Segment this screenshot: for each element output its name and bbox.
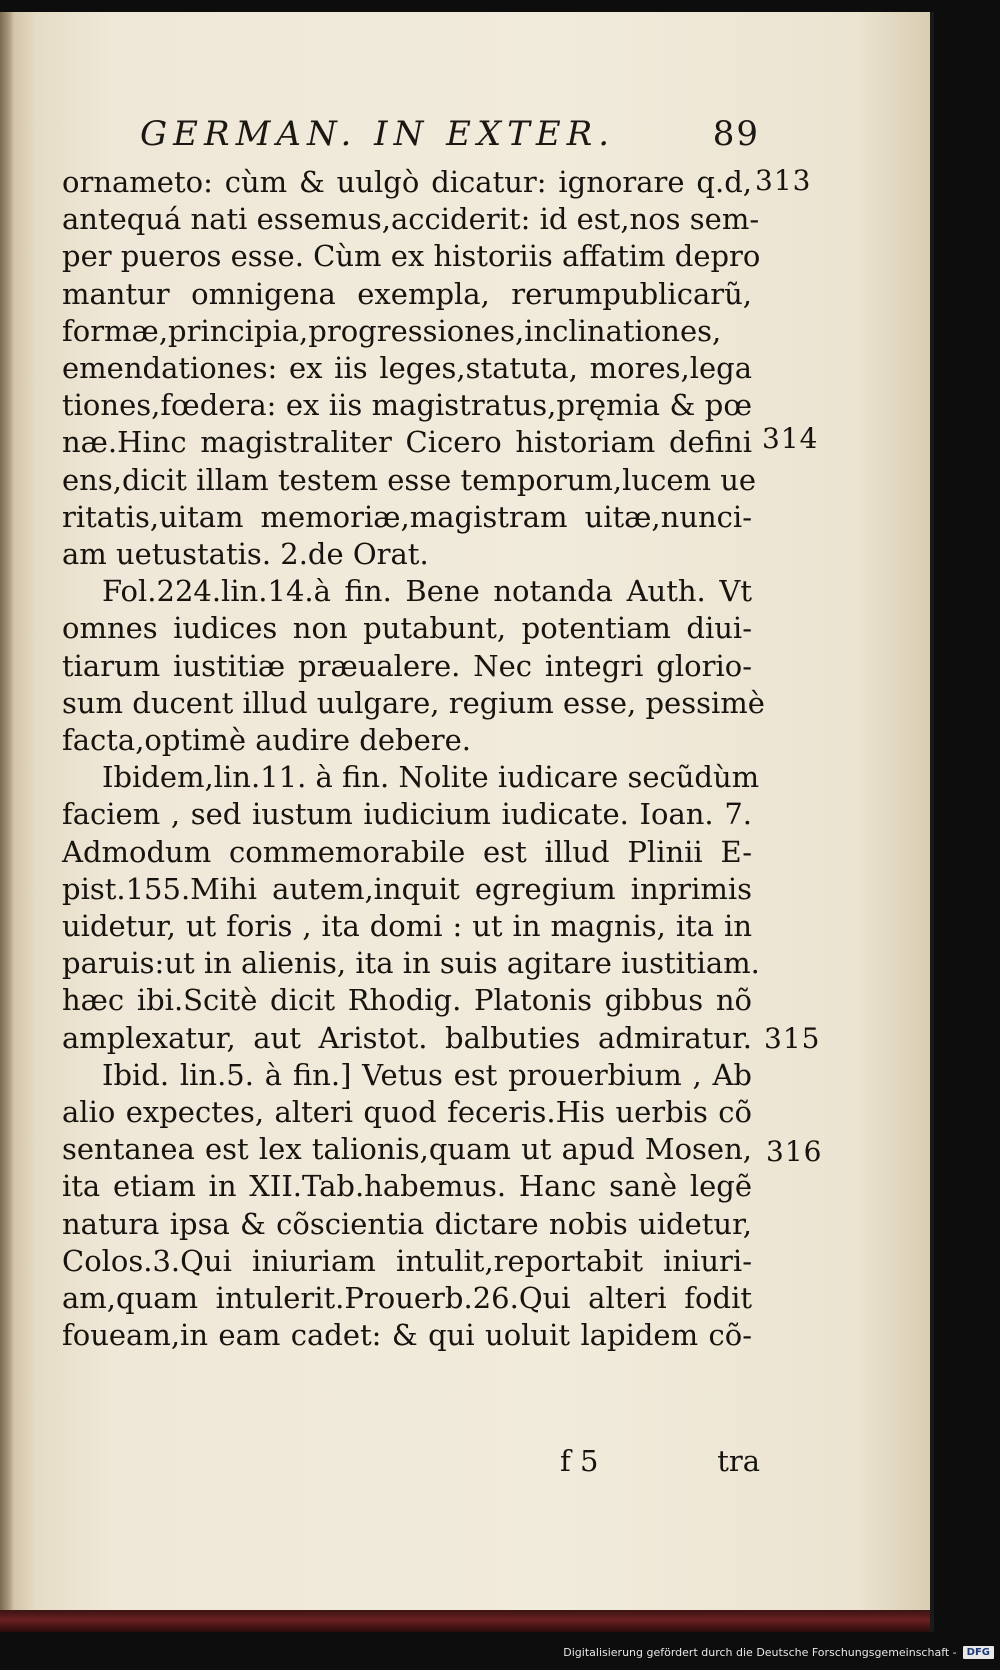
digitization-credit [563, 1642, 994, 1662]
margin-line-number: 314 [762, 422, 819, 455]
page-number: 89 [712, 114, 760, 154]
text-line: sum ducent illud uulgare, regium esse, pessimè [62, 685, 765, 720]
credit-text: Digitalisierung gefördert durch die Deutsche Forschungsgemeinschaft - [563, 1645, 957, 1659]
text-line: mantur omnigena exempla, rerumpublicarũ, [62, 276, 752, 311]
text-line: sentanea est lex talionis,quam ut apud Mosen, [62, 1132, 752, 1167]
text-line: paruis:ut in alienis, ita in suis agitare iustitiam. [62, 946, 760, 981]
text-line: natura ipsa & cõscientia dictare nobis uidetur, [62, 1206, 752, 1241]
margin-line-number: 316 [766, 1135, 823, 1168]
text-line: ritatis,uitam memoriæ,magistram uitæ,nunci- [62, 499, 752, 534]
text-line: tiarum iustitiæ præualere. Nec integri glorio- [62, 648, 752, 683]
signature-mark: f 5 [560, 1444, 599, 1478]
text-line: næ.Hinc magistraliter Cicero historiam defini [62, 425, 752, 460]
text-line: pist.155.Mihi autem,inquit egregium inprimis [62, 871, 752, 906]
dfg-logo: DFG [963, 1646, 994, 1659]
text-line: facta,optimè audire debere. [62, 723, 472, 758]
running-head [140, 114, 760, 154]
text-line: hæc ibi.Scitè dicit Rhodig. Platonis gibbus nõ [62, 983, 752, 1018]
catchword: tra [717, 1444, 760, 1478]
text-line: Ibid. lin.5. à fin.] Vetus est prouerbium , Ab [102, 1057, 752, 1092]
text-line: amplexatur, aut Aristot. balbuties admiratur. [62, 1020, 752, 1055]
text-line: Colos.3.Qui iniuriam intulit,reportabit iniuri- [62, 1243, 752, 1278]
text-line: faciem , sed iustum iudicium iudicate. Ioan. 7. [62, 797, 752, 832]
text-line: am uetustatis. 2.de Orat. [62, 537, 429, 572]
margin-line-number: 313 [755, 164, 812, 197]
text-line: tiones,fœdera: ex iis magistratus,pręmia & pœ [62, 388, 752, 423]
text-line: Admodum commemorabile est illud Plinii E- [62, 834, 752, 869]
binding-edge [0, 1610, 930, 1632]
margin-line-number: 315 [764, 1022, 821, 1055]
text-line: antequá nati essemus,acciderit: id est,nos sem- [62, 202, 760, 237]
text-line: foueam,in eam cadet: & qui uoluit lapidem cõ- [62, 1318, 752, 1353]
text-line: emendationes: ex iis leges,statuta, mores,lega [62, 351, 752, 386]
text-line: ens,dicit illam testem esse temporum,lucem ue [62, 462, 757, 497]
text-line: alio expectes, alteri quod feceris.His uerbis cõ [62, 1095, 752, 1130]
text-line: uidetur, ut foris , ita domi : ut in magnis, ita in [62, 909, 752, 944]
running-title: GERMAN. IN EXTER. [140, 114, 616, 154]
body-text [62, 164, 765, 1355]
text-line: Fol.224.lin.14.à fin. Bene notanda Auth. Vt [102, 574, 752, 609]
page-footer [560, 1444, 760, 1478]
text-line: per pueros esse. Cùm ex historiis affatim depro [62, 239, 761, 274]
text-line: ornameto: cùm & uulgò dicatur: ignorare q.d, [62, 165, 752, 199]
text-line: omnes iudices non putabunt, potentiam diui- [62, 611, 752, 646]
book-page [0, 12, 934, 1632]
page-gutter-shadow [0, 12, 14, 1632]
text-line: am,quam intulerit.Prouerb.26.Qui alteri fodit [62, 1281, 752, 1316]
text-line: formæ,principia,progressiones,inclinationes, [62, 313, 722, 348]
text-line: ita etiam in XII.Tab.habemus. Hanc sanè legẽ [62, 1169, 752, 1204]
text-line: Ibidem,lin.11. à fin. Nolite iudicare secũdùm [102, 760, 760, 795]
